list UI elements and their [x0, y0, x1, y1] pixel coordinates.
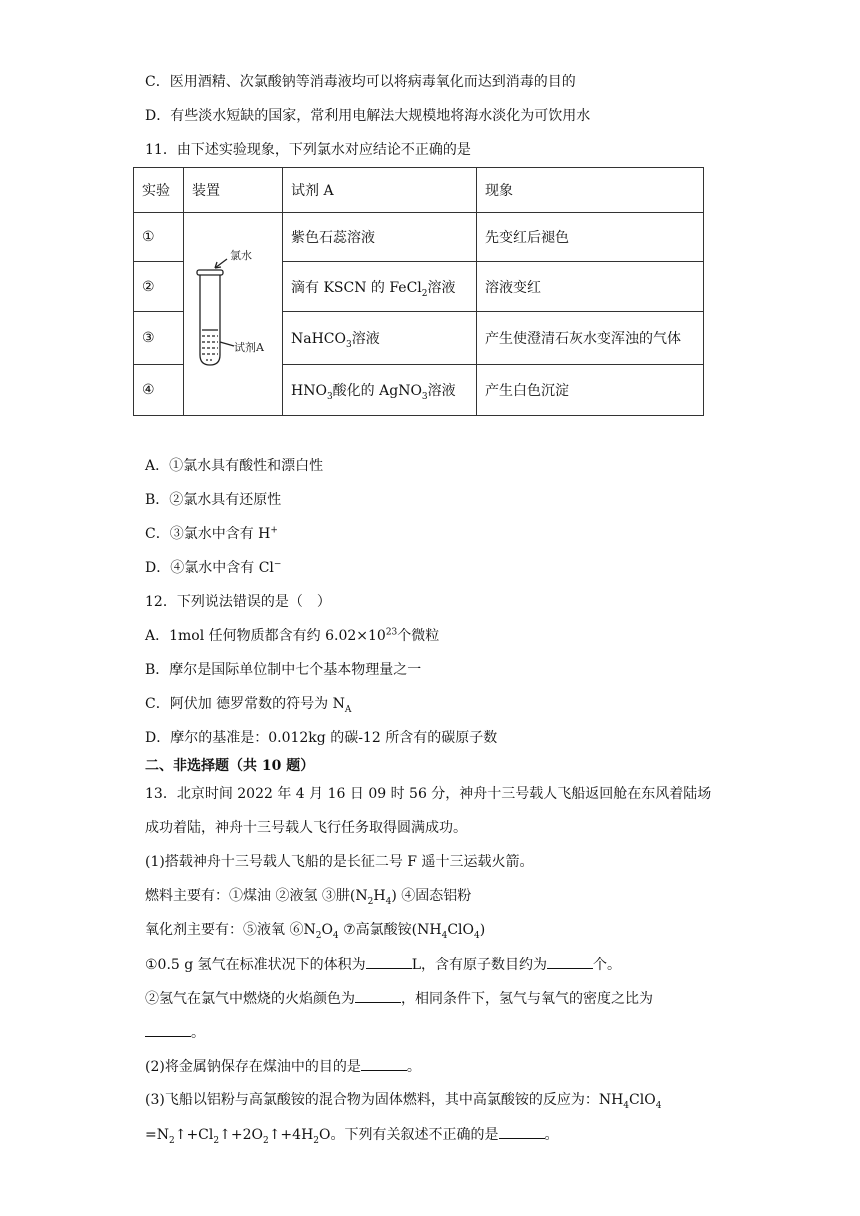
sub-question-1: ①0.5 g 氢气在标准状况下的体积为 L，含有原子数目约为 个。	[145, 954, 621, 975]
test-tube-icon	[197, 259, 234, 365]
sub-question-2: ②氢气在氯气中燃烧的火焰颜色为 ，相同条件下，氢气与氧气的密度之比为	[145, 988, 653, 1009]
answer-blank[interactable]	[366, 954, 412, 969]
row-number: ④	[134, 365, 184, 416]
phenomenon-cell: 产生白色沉淀	[477, 365, 704, 416]
phenomenon-cell: 先变红后褪色	[477, 213, 704, 262]
option-b-q11: B．②氯水具有还原性	[145, 492, 282, 508]
reagent-a-label: 试剂A	[234, 340, 264, 354]
option-d-q10: D．有些淡水短缺的国家，常利用电解法大规模地将海水淡化为可饮用水	[145, 108, 591, 124]
q13-part3: (3)飞船以铝粉与高氯酸铵的混合物为固体燃料，其中高氯酸铵的反应为：$NH_4ClO_4$	[145, 1092, 662, 1111]
section-heading: 二、非选择题（共 10 题）	[145, 758, 315, 774]
option-c-q12: C．阿伏加 德罗常数的符号为 $N_A$	[145, 696, 352, 715]
row-number: ③	[134, 312, 184, 365]
question-13-line1: 13．北京时间 2022 年 4 月 16 日 09 时 56 分，神舟十三号载人飞船返回舱在东风着陆场	[145, 786, 712, 802]
q13-part3-equation: $=N_2↑+Cl_2↑+2O_2↑+4H_2O$。下列有关叙述不正确的是 。	[145, 1124, 559, 1145]
answer-blank[interactable]	[547, 954, 593, 969]
option-c-q11: C．③氯水中含有 H+	[145, 525, 278, 542]
table-row	[134, 213, 704, 262]
experiment-table	[133, 167, 704, 416]
answer-blank[interactable]	[145, 1022, 191, 1037]
option-c-q10: C．医用酒精、次氯酸钠等消毒液均可以将病毒氧化而达到消毒的目的	[145, 74, 576, 90]
header-cell: 试剂 A	[283, 168, 477, 213]
option-d-q12: D．摩尔的基准是：0.012kg 的碳-12 所含有的碳原子数	[145, 730, 498, 746]
reagent-cell: $HNO_3$酸化的 AgNO$_3$溶液	[283, 365, 477, 416]
row-number: ①	[134, 213, 184, 262]
option-a-q11: A．①氯水具有酸性和漂白性	[145, 458, 324, 474]
option-d-q11: D．④氯水中含有 Cl−	[145, 559, 282, 576]
q13-part1: (1)搭载神舟十三号载人飞船的是长征二号 F 遥十三运载火箭。	[145, 854, 534, 870]
phenomenon-cell: 产生使澄清石灰水变浑浊的气体	[477, 312, 704, 365]
phenomenon-cell: 溶液变红	[477, 262, 704, 312]
answer-blank[interactable]	[361, 1056, 407, 1071]
oxidizer-list: 氧化剂主要有：⑤液氧 $⑥N_2O_4$ ⑦高氯酸铵$(NH_4ClO_4)$	[145, 922, 486, 941]
table-header-row	[134, 168, 704, 213]
header-cell: 装置	[184, 168, 283, 213]
chlorine-water-label: 氯水	[230, 248, 252, 262]
test-tube-diagram-cell	[184, 213, 283, 416]
option-a-q12: A．1mol 任何物质都含有约 $6.02\times 10^{23}$个微粒	[145, 627, 440, 644]
option-b-q12: B．摩尔是国际单位制中七个基本物理量之一	[145, 662, 422, 678]
sub-question-2-cont: 。	[145, 1022, 205, 1043]
row-number: ②	[134, 262, 184, 312]
reagent-cell: NaHCO$_3$溶液	[283, 312, 477, 365]
header-cell: 现象	[477, 168, 704, 213]
reagent-cell: 紫色石蕊溶液	[283, 213, 477, 262]
header-cell: 实验	[134, 168, 184, 213]
fuel-list: 燃料主要有：①煤油 ②液氢 ③肼$(N_2H_4)$ ④固态铝粉	[145, 888, 472, 907]
question-11-stem: 11．由下述实验现象，下列氯水对应结论不正确的是	[145, 142, 471, 158]
question-13-line2: 成功着陆，神舟十三号载人飞行任务取得圆满成功。	[145, 820, 467, 836]
answer-blank[interactable]	[499, 1124, 545, 1139]
answer-blank[interactable]	[355, 988, 401, 1003]
q13-part2: (2)将金属钠保存在煤油中的目的是 。	[145, 1056, 421, 1077]
test-tube-diagram	[184, 215, 282, 414]
question-12-stem: 12．下列说法错误的是（ ）	[145, 594, 331, 610]
reagent-cell: 滴有 KSCN 的 FeCl$_2$溶液	[283, 262, 477, 312]
